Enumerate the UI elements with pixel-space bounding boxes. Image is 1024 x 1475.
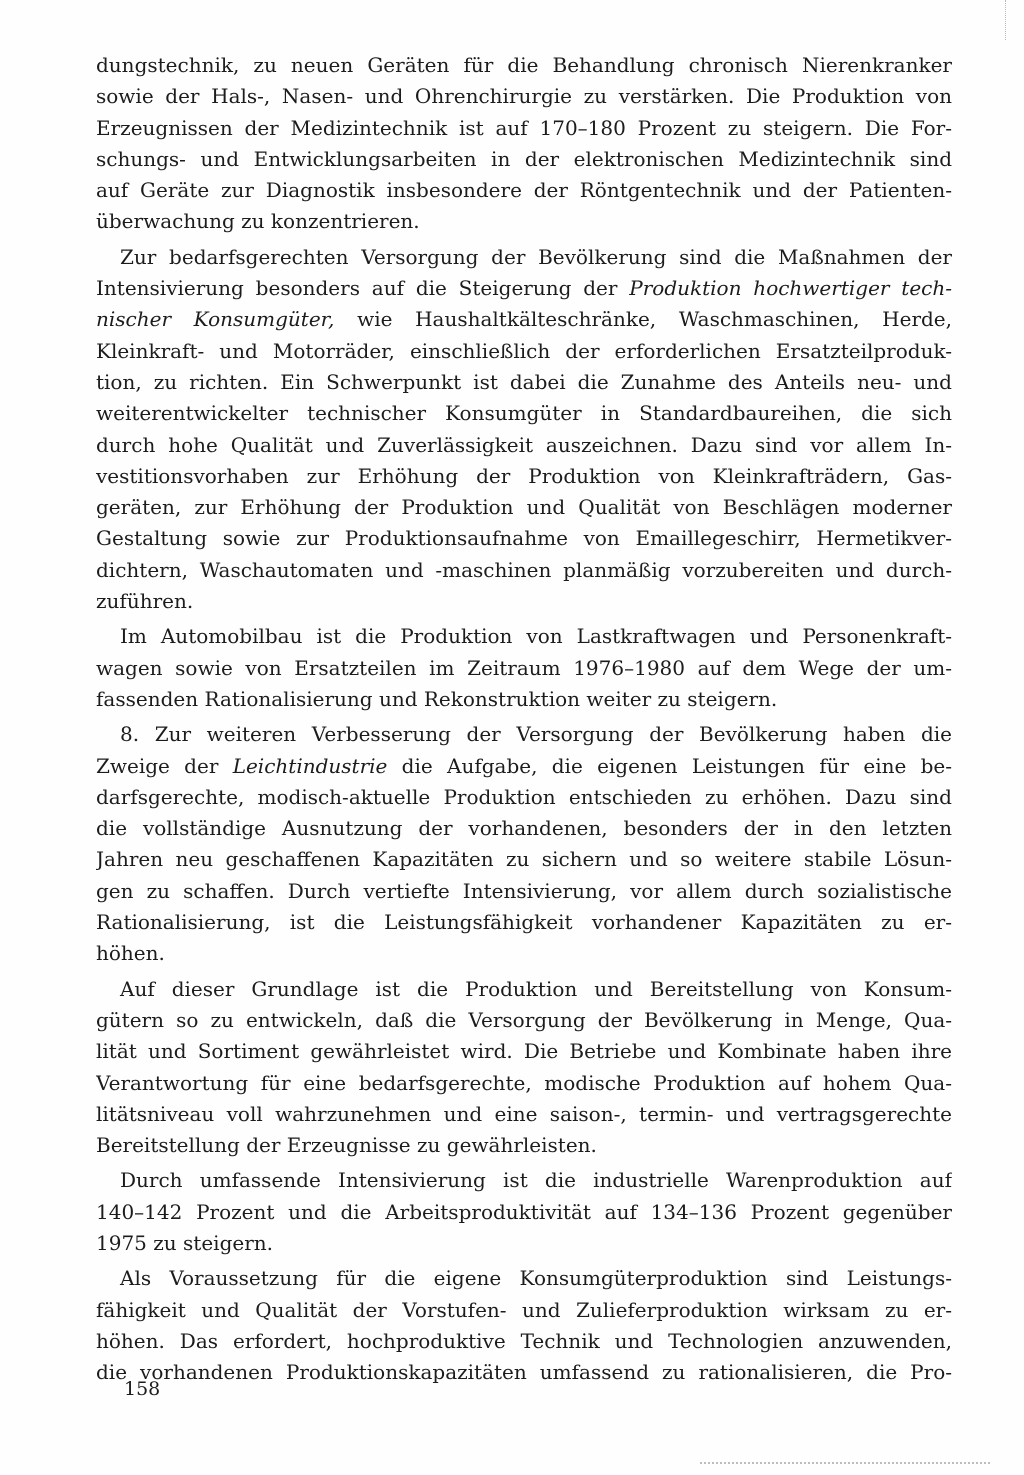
text-line <box>96 304 952 335</box>
text-line: darfsgerechte, modisch-aktuelle Produktion entschieden zu erhöhen. Dazu sind <box>96 784 952 809</box>
text-line: schungs- und Entwicklungsarbeiten in der elektronischen Medizintechnik sind <box>96 146 952 171</box>
text-line: die vorhandenen Produktionskapazitäten umfassend zu rationalisieren, die Pro- <box>96 1360 952 1385</box>
text-line: Gestaltung sowie zur Produktionsaufnahme von Emaillegeschirr, Hermetikver- <box>96 526 952 551</box>
italic-emphasis: Leichtindustrie <box>232 753 388 778</box>
text-line: litätsniveau voll wahrzunehmen und eine saison-, termin- und vertragsgerechte <box>96 1101 952 1126</box>
text-line: Bereitstellung der Erzeugnisse zu gewährleisten. <box>96 1133 597 1158</box>
text-line: Verantwortung für eine bedarfsgerechte, modische Produktion auf hohem Qua- <box>96 1070 952 1095</box>
text-line: dichtern, Waschautomaten und -maschinen planmäßig vorzubereiten und durch- <box>96 557 952 582</box>
text-line: 140–142 Prozent und die Arbeitsproduktivität auf 134–136 Prozent gegenüber <box>96 1199 952 1224</box>
text-line <box>96 751 952 782</box>
text-line: höhen. <box>96 941 165 966</box>
text-line: 8. Zur weiteren Verbesserung der Versorgung der Bevölkerung haben die <box>120 722 952 747</box>
text-line: Im Automobilbau ist die Produktion von Lastkraftwagen und Personenkraft- <box>120 624 952 649</box>
body-text <box>96 50 952 1388</box>
text-segment: Zweige der <box>96 753 233 778</box>
text-line: überwachung zu konzentrieren. <box>96 209 420 234</box>
text-segment: wie Haushaltkälteschränke, Waschmaschinen, Herde, <box>334 307 952 332</box>
scan-artifact <box>700 1462 990 1466</box>
text-line: die vollständige Ausnutzung der vorhandenen, besonders der in den letzten <box>96 816 952 841</box>
text-line: Als Voraussetzung für die eigene Konsumgüterproduktion sind Leistungs- <box>120 1266 952 1291</box>
italic-emphasis: nischer Konsumgüter, <box>96 307 335 332</box>
text-line: wagen sowie von Ersatzteilen im Zeitraum 1976–1980 auf dem Wege der um- <box>96 655 952 680</box>
text-line: lität und Sortiment gewährleistet wird. Die Betriebe und Kombinate haben ihre <box>96 1039 952 1064</box>
text-line: Zur bedarfsgerechten Versorgung der Bevölkerung sind die Maßnahmen der <box>120 244 952 269</box>
page-number: 158 <box>124 1378 161 1400</box>
text-line: weiterentwickelter technischer Konsumgüter in Standardbaureihen, die sich <box>96 401 952 426</box>
text-line: durch hohe Qualität und Zuverlässigkeit auszeichnen. Dazu sind vor allem In- <box>96 432 952 457</box>
text-line: Auf dieser Grundlage ist die Produktion und Bereitstellung von Konsum- <box>120 976 952 1001</box>
text-segment: die Aufgabe, die eigenen Leistungen für eine be- <box>387 753 952 778</box>
text-line: fähigkeit und Qualität der Vorstufen- und Zulieferproduktion wirksam zu er- <box>96 1297 952 1322</box>
text-line: sowie der Hals-, Nasen- und Ohrenchirurgie zu verstärken. Die Produktion von <box>96 84 952 109</box>
text-line: vestitionsvorhaben zur Erhöhung der Produktion von Kleinkrafträdern, Gas- <box>96 463 952 488</box>
text-line: gen zu schaffen. Durch vertiefte Intensivierung, vor allem durch sozialistische <box>96 878 952 903</box>
text-line: Kleinkraft- und Motorräder, einschließlich der erforderlichen Ersatzteilproduk- <box>96 338 952 363</box>
text-segment: Intensivierung besonders auf die Steigerung der <box>96 276 630 301</box>
text-line: Jahren neu geschaffenen Kapazitäten zu sichern und so weitere stabile Lösun- <box>96 847 952 872</box>
text-line: zuführen. <box>96 589 194 614</box>
text-line: gütern so zu entwickeln, daß die Versorgung der Bevölkerung in Menge, Qua- <box>96 1007 952 1032</box>
text-line: höhen. Das erfordert, hochproduktive Technik und Technologien anzuwenden, <box>96 1328 952 1353</box>
text-line: fassenden Rationalisierung und Rekonstruktion weiter zu steigern. <box>96 686 778 711</box>
page-edge-marks <box>1002 0 1006 40</box>
text-line: Rationalisierung, ist die Leistungsfähigkeit vorhandener Kapazitäten zu er- <box>96 910 952 935</box>
italic-emphasis: Produktion hochwertiger tech- <box>629 276 952 301</box>
text-line: Durch umfassende Intensivierung ist die industrielle Warenproduktion auf <box>120 1168 952 1193</box>
text-line: Erzeugnissen der Medizintechnik ist auf 170–180 Prozent zu steigern. Die For- <box>96 115 952 140</box>
text-line: tion, zu richten. Ein Schwerpunkt ist dabei die Zunahme des Anteils neu- und <box>96 369 952 394</box>
text-line: 1975 zu steigern. <box>96 1230 274 1255</box>
text-line <box>96 273 952 304</box>
text-line: auf Geräte zur Diagnostik insbesondere der Röntgentechnik und der Patienten- <box>96 178 952 203</box>
text-line: geräten, zur Erhöhung der Produktion und Qualität von Beschlägen moderner <box>96 495 952 520</box>
text-line: dungstechnik, zu neuen Geräten für die Behandlung chronisch Nierenkranker <box>96 53 952 77</box>
